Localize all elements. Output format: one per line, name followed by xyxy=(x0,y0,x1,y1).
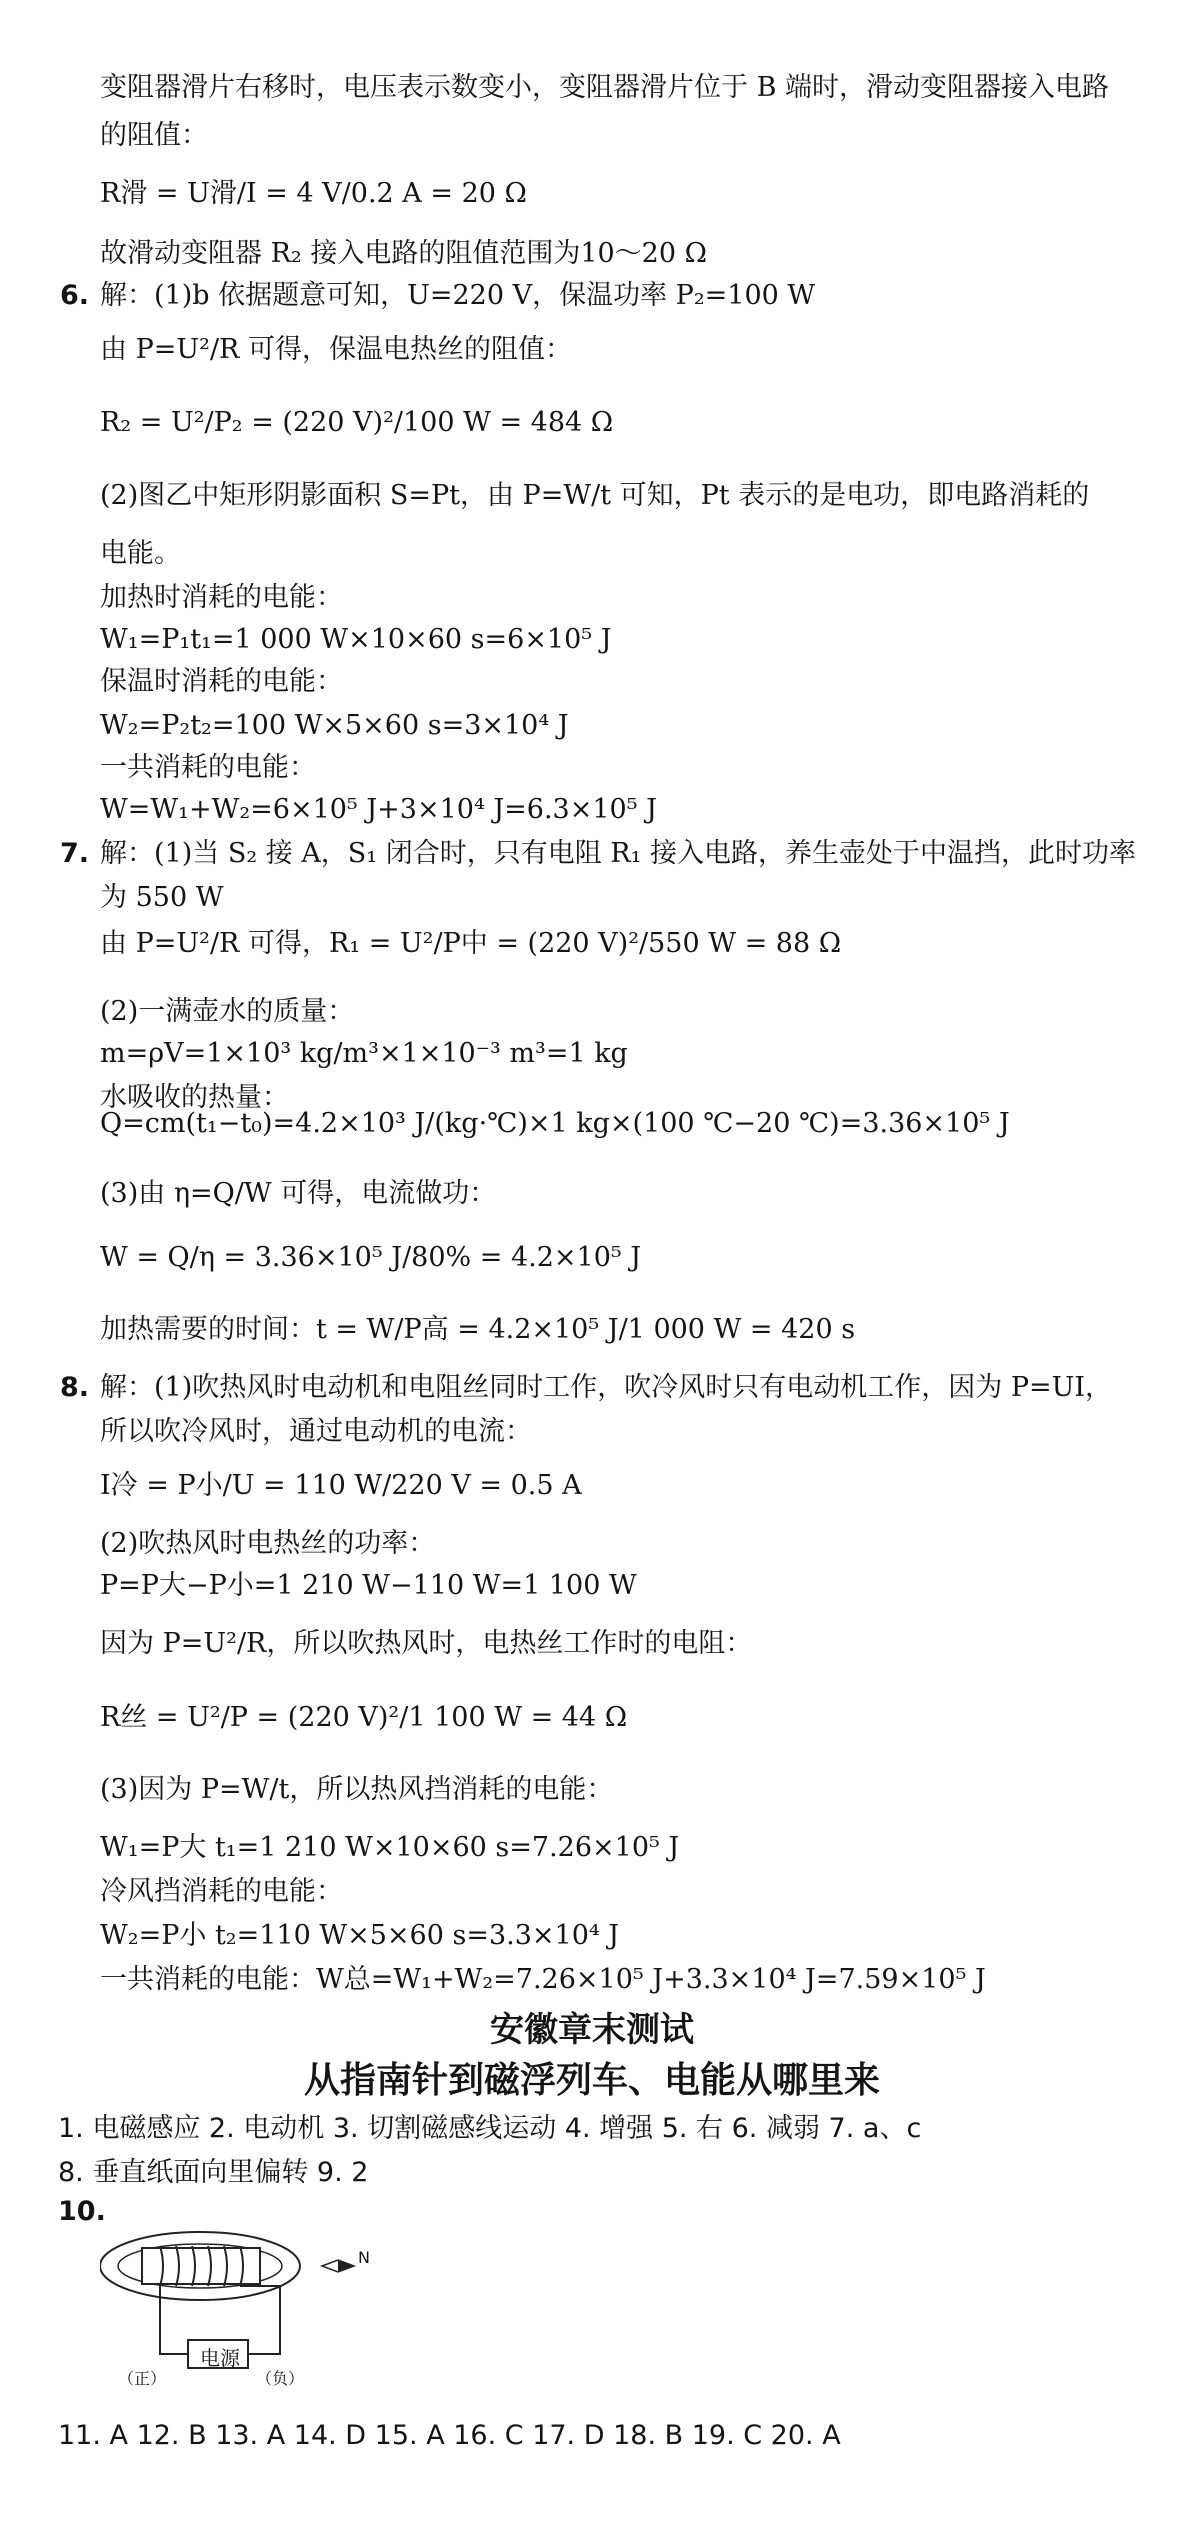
answers-row-1: 1. 电磁感应 2. 电动机 3. 切割磁感线运动 4. 增强 5. 右 6. 减弱 7. a、c xyxy=(58,2113,922,2144)
wire-left xyxy=(160,2286,190,2354)
section-subtitle: 从指南针到磁浮列车、电能从哪里来 xyxy=(303,2060,880,2101)
text-q8-10: 一共消耗的电能：W总=W₁+W₂=7.26×10⁵ J+3.3×10⁴ J=7.59×10⁵ J xyxy=(100,1964,986,1995)
text-q7-7: (3)由 η=Q/W 可得，电流做功： xyxy=(100,1178,497,1209)
question-number-10: 10. xyxy=(58,2196,106,2227)
power-label: 电源 xyxy=(200,2346,240,2370)
text-q6-10: W=W₁+W₂=6×10⁵ J+3×10⁴ J=6.3×10⁵ J xyxy=(100,794,657,825)
text-q7-6: Q=cm(t₁−t₀)=4.2×10³ J/(kg·℃)×1 kg×(100 ℃−20 ℃)=3.36×10⁵ J xyxy=(100,1108,1010,1139)
text-q6-1: 解：(1)b 依据题意可知，U=220 V，保温功率 P₂=100 W xyxy=(100,280,816,311)
text-q6-4: 电能。 xyxy=(100,538,181,569)
question-number-8: 8. xyxy=(60,1372,90,1403)
formula-r-slide: R滑 = U滑/I = 4 V/0.2 A = 20 Ω xyxy=(100,178,527,209)
text-q6-8: W₂=P₂t₂=100 W×5×60 s=3×10⁴ J xyxy=(100,710,569,741)
question-number-6: 6. xyxy=(60,280,90,311)
text-q8-6: (3)因为 P=W/t，所以热风挡消耗的电能： xyxy=(100,1774,614,1805)
formula-i-cold: I冷 = P小/U = 110 W/220 V = 0.5 A xyxy=(100,1470,582,1501)
text-q8-8: 冷风挡消耗的电能： xyxy=(100,1876,343,1907)
text-q6-3: (2)图乙中矩形阴影面积 S=Pt，由 P=W/t 可知，Pt 表示的是电功，即电路消耗的 xyxy=(100,480,1090,511)
solenoid-diagram xyxy=(100,2226,400,2388)
text-q7-3: (2)一满壶水的质量： xyxy=(100,996,355,1027)
text-q6-7: 保温时消耗的电能： xyxy=(100,666,343,697)
formula-r-wire: R丝 = U²/P = (220 V)²/1 100 W = 44 Ω xyxy=(100,1702,628,1733)
text-q7-5: 水吸收的热量： xyxy=(100,1082,289,1113)
text-q6-5: 加热时消耗的电能： xyxy=(100,582,343,613)
text-q6-6: W₁=P₁t₁=1 000 W×10×60 s=6×10⁵ J xyxy=(100,624,612,655)
solenoid-drawing xyxy=(100,2226,400,2376)
text-q8-3: (2)吹热风时电热丝的功率： xyxy=(100,1528,436,1559)
text-q8-5: 因为 P=U²/R，所以吹热风时，电热丝工作时的电阻： xyxy=(100,1628,753,1659)
text-line-1: 变阻器滑片右移时，电压表示数变小，变阻器滑片位于 B 端时，滑动变阻器接入电路 xyxy=(100,72,1110,103)
question-number-7: 7. xyxy=(60,838,90,869)
text-q6-9: 一共消耗的电能： xyxy=(100,752,316,783)
text-q8-9: W₂=P小 t₂=110 W×5×60 s=3.3×10⁴ J xyxy=(100,1920,620,1951)
text-q8-4: P=P大−P小=1 210 W−110 W=1 100 W xyxy=(100,1570,637,1601)
text-q8-2: 所以吹冷风时，通过电动机的电流： xyxy=(100,1416,532,1447)
formula-r2: R₂ = U²/P₂ = (220 V)²/100 W = 484 Ω xyxy=(100,407,614,438)
text-q7-4: m=ρV=1×10³ kg/m³×1×10⁻³ m³=1 kg xyxy=(100,1038,628,1069)
text-q8-1: 解：(1)吹热风时电动机和电阻丝同时工作，吹冷风时只有电动机工作，因为 P=UI， xyxy=(100,1372,1113,1403)
text-q7-1: 解：(1)当 S₂ 接 A，S₁ 闭合时，只有电阻 R₁ 接入电路，养生壶处于中温挡，此时功率 xyxy=(100,838,1137,869)
answers-row-2: 8. 垂直纸面向里偏转 9. 2 xyxy=(58,2157,369,2188)
formula-r1: 由 P=U²/R 可得，R₁ = U²/P中 = (220 V)²/550 W = 88 Ω xyxy=(100,928,842,959)
text-line-4: 故滑动变阻器 R₂ 接入电路的阻值范围为10～20 Ω xyxy=(100,238,707,269)
answers-row-3: 11. A 12. B 13. A 14. D 15. A 16. C 17. D 18. B 19. C 20. A xyxy=(58,2420,841,2451)
negative-label: （负） xyxy=(256,2369,305,2388)
text-q6-2: 由 P=U²/R 可得，保温电热丝的阻值： xyxy=(100,334,572,365)
formula-w: W = Q/η = 3.36×10⁵ J/80% = 4.2×10⁵ J xyxy=(100,1242,642,1273)
text-q7-2: 为 550 W xyxy=(100,882,224,913)
section-title: 安徽章末测试 xyxy=(490,2010,694,2050)
formula-t: 加热需要的时间：t = W/P高 = 4.2×10⁵ J/1 000 W = 420 s xyxy=(100,1314,856,1345)
text-q8-7: W₁=P大 t₁=1 210 W×10×60 s=7.26×10⁵ J xyxy=(100,1832,680,1863)
positive-label: （正） xyxy=(118,2369,167,2388)
north-label: N xyxy=(358,2248,370,2267)
text-line-2: 的阻值： xyxy=(100,120,208,151)
